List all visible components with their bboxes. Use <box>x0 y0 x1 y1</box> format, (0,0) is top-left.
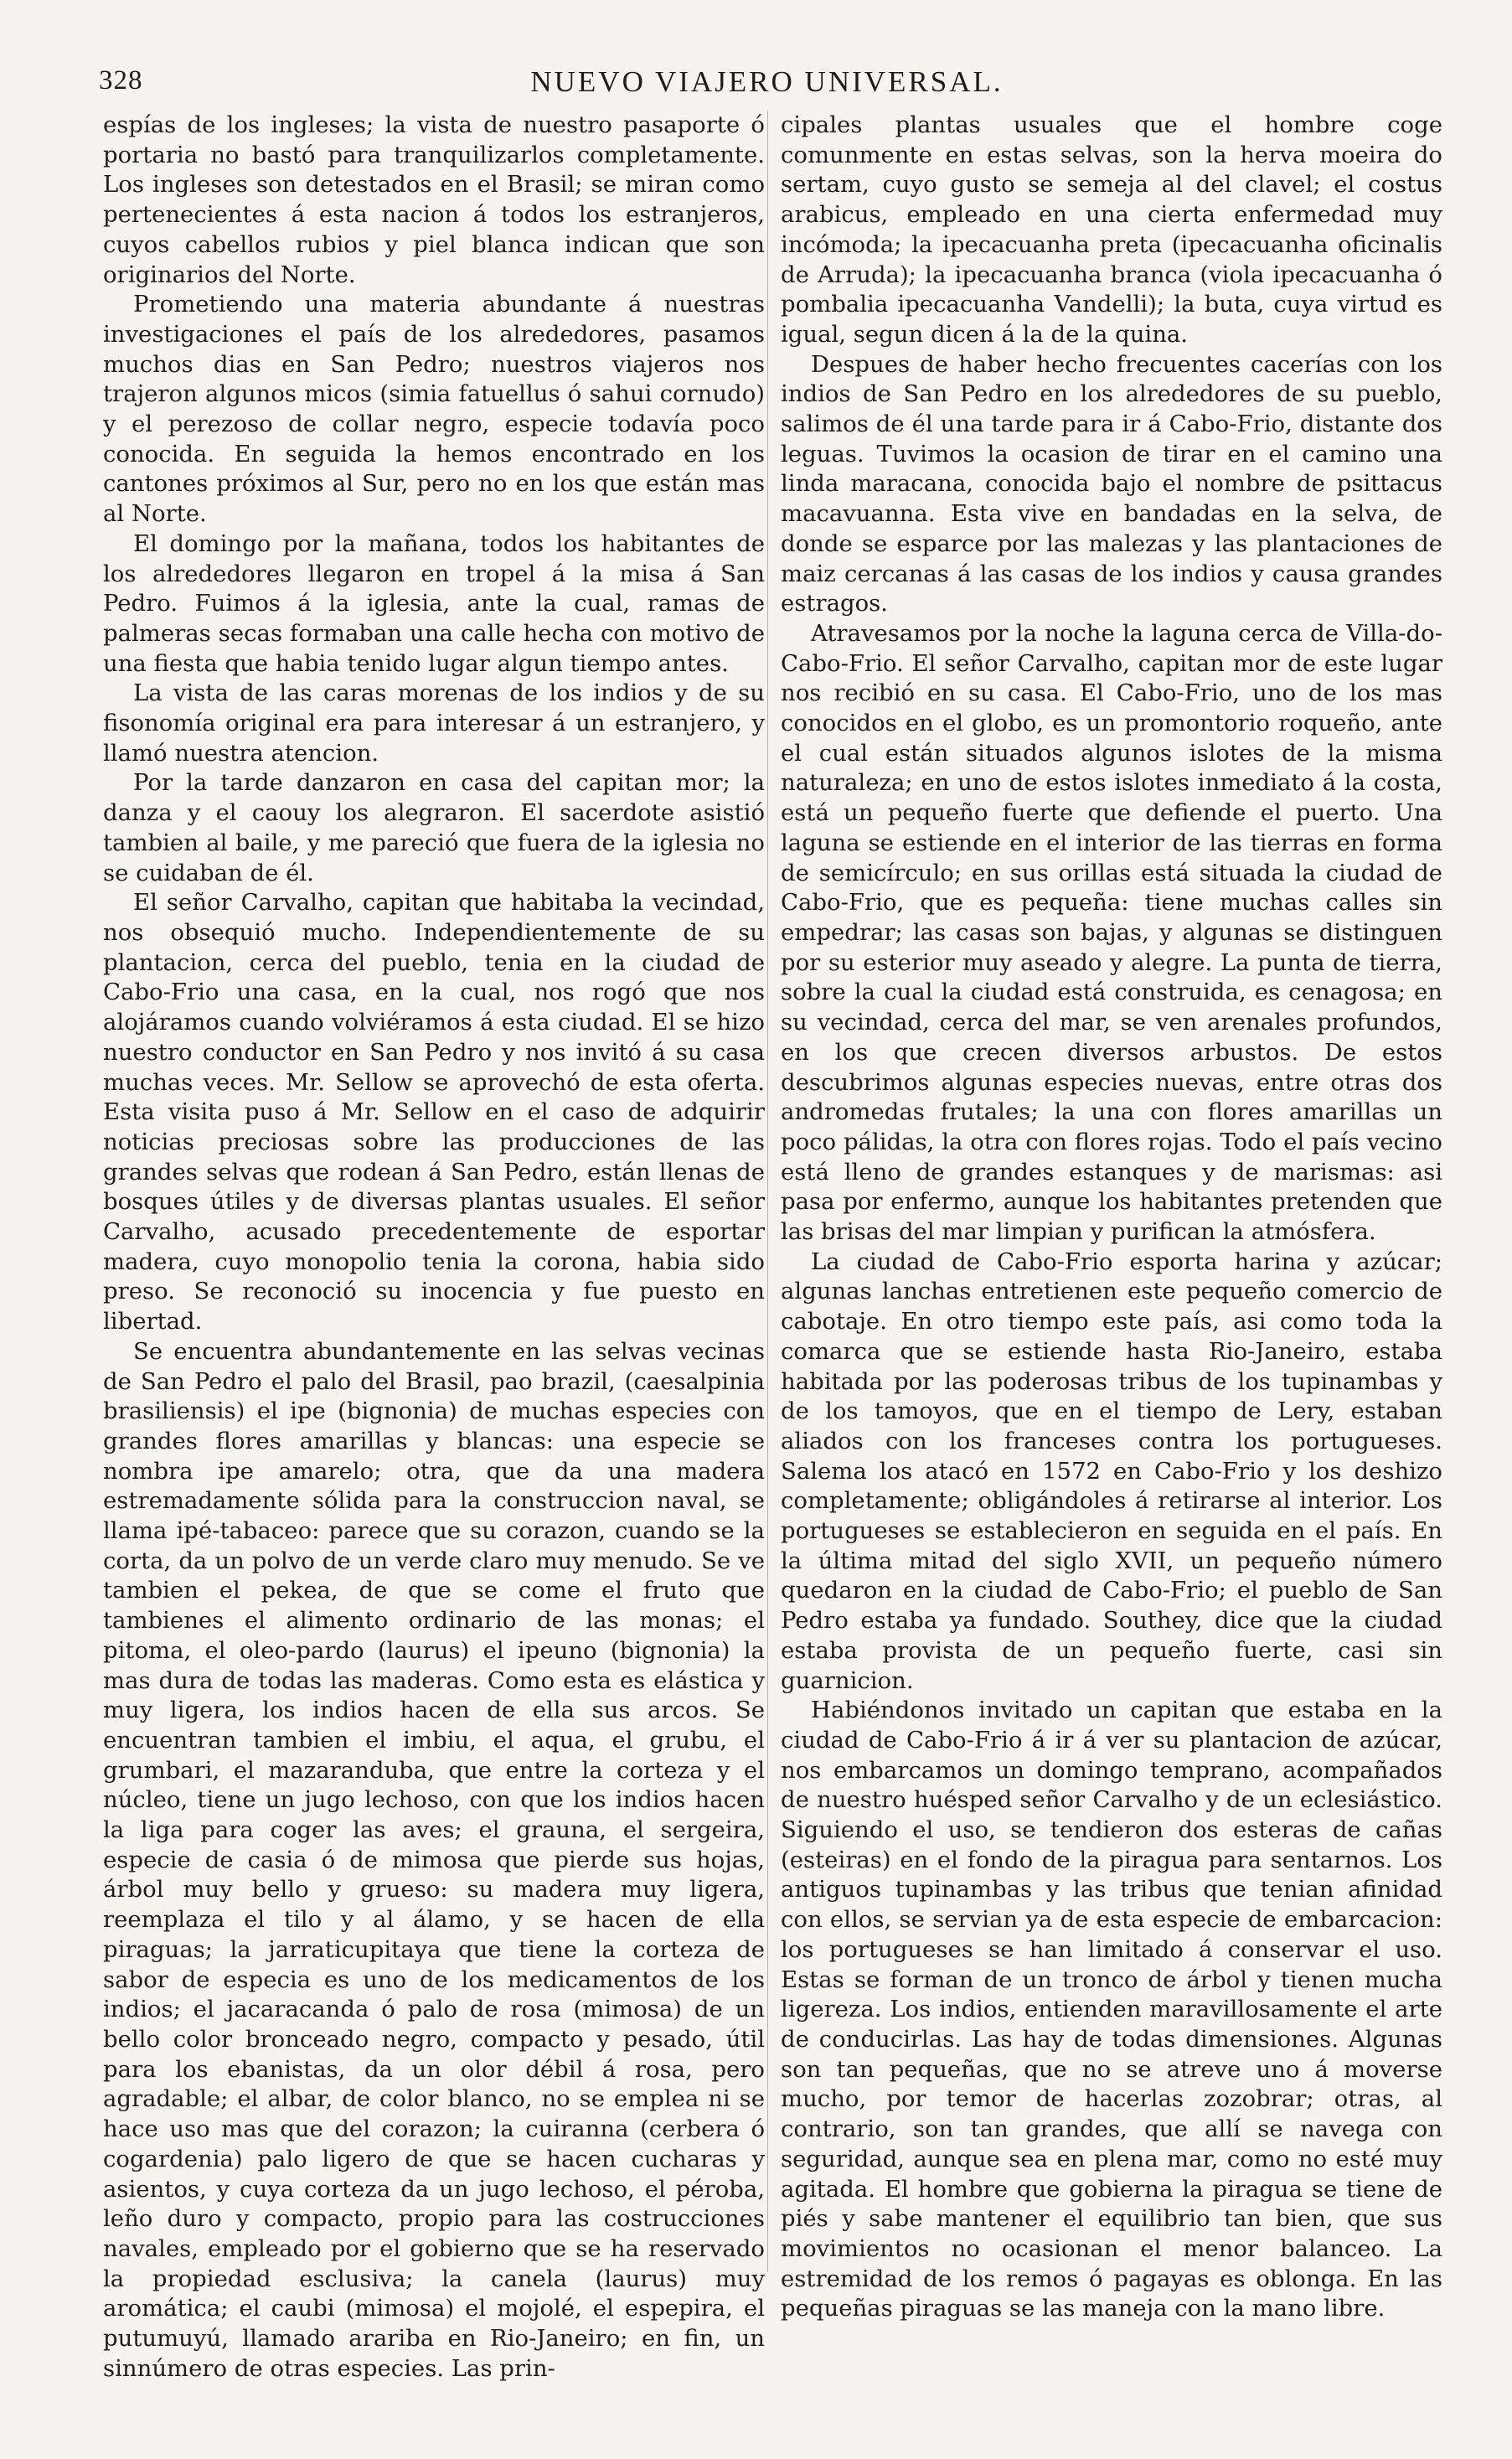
paragraph: Por la tarde danzaron en casa del capitan mor; la danza y el caouy los alegraron. El sacerdote asistió tambien al baile, y me pareció que fuera de la iglesia no se cuidaban de él. <box>103 769 765 886</box>
paragraph: espías de los ingleses; la vista de nuestro pasaporte ó portaria no bastó para tranquilizarlos completamente. Los ingleses son detestados en el Brasil; se miran como pertenecientes á esta nacion á todos los estranjeros, cuyos cabellos rubios y piel blanca indican que son originarios del Norte. <box>103 111 765 288</box>
paragraph: El domingo por la mañana, todos los habitantes de los alrededores llegaron en tropel á la misa á San Pedro. Fuimos á la iglesia, ante la cual, ramas de palmeras secas formaban una calle hecha con motivo de una fiesta que habia tenido lugar algun tiempo antes. <box>103 530 765 677</box>
left-column <box>103 111 765 2431</box>
right-column <box>781 111 1442 2431</box>
paragraph: El señor Carvalho, capitan que habitaba la vecindad, nos obsequió mucho. Independientemente de su plantacion, cerca del pueblo, tenia en la ciudad de Cabo-Frio una casa, en la cual, nos rogó que nos alojáramos cuando volviéramos á esta ciudad. El se hizo nuestro conductor en San Pedro y nos invitó á su casa muchas veces. Mr. Sellow se aprovechó de esta oferta. Esta visita puso á Mr. Sellow en el caso de adquirir noticias preciosas sobre las producciones de las grandes selvas que rodean á San Pedro, están llenas de bosques útiles y de diversas plantas usuales. El señor Carvalho, acusado precedentemente de esportar madera, cuyo monopolio tenia la corona, habia sido preso. Se reconoció su inocencia y fue puesto en libertad. <box>103 889 765 1335</box>
page-header <box>99 65 1435 107</box>
paragraph: cipales plantas usuales que el hombre coge comunmente en estas selvas, son la herva moeira do sertam, cuyo gusto se semeja al del clavel; el costus arabicus, empleado en una cierta enfermedad muy incómoda; la ipecacuanha preta (ipecacuanha oficinalis de Arruda); la ipecacuanha branca (viola ipecacuanha ó pombalia ipecacuanha Vandelli); la buta, cuya virtud es igual, segun dicen á la de la quina. <box>781 111 1442 348</box>
paragraph: Se encuentra abundantemente en las selvas vecinas de San Pedro el palo del Brasil, pao brazil, (caesalpinia brasiliensis) el ipe (bignonia) de muchas especies con grandes flores amarillas y blancas: una especie se nombra ipe amarelo; otra, que da una madera estremadamente sólida para la construccion naval, se llama ipé-tabaceo: parece que su corazon, cuando se la corta, da un polvo de un verde claro muy menudo. Se ve tambien el pekea, de que se come el fruto que tambienes el alimento ordinario de las monas; el pitoma, el oleo-pardo (laurus) el ipeuno (bignonia) la mas dura de todas las maderas. Como esta es elástica y muy ligera, los indios hacen de ella sus arcos. Se encuentran tambien el imbiu, el aqua, el grubu, el grumbari, el mazaranduba, que entre la corteza y el núcleo, tiene un jugo lechoso, con que los indios hacen la liga para coger las aves; el grauna, el sergeira, especie de casia ó de mimosa que pierde sus hojas, árbol muy bello y grueso: su madera muy ligera, reemplaza el tilo y al álamo, y se hacen de ella piraguas; la jarraticupitaya que tiene la corteza de sabor de especia es uno de los medicamentos de los indios; el jacaracanda ó palo de rosa (mimosa) de un bello color bronceado negro, compacto y pesado, útil para los ebanistas, da un olor débil á rosa, pero agradable; el albar, de color blanco, no se emplea ni se hace uso mas que del corazon; la cuiranna (cerbera ó cogardenia) palo ligero de que se hacen cucharas y asientos, y cuya corteza da un jugo lechoso, el péroba, leño duro y compacto, propio para las costrucciones navales, empleado por el gobierno que se ha reservado la propiedad esclusiva; la canela (laurus) muy aromática; el caubi (mimosa) el mojolé, el espepira, el putumuyú, llamado arariba en Rio-Janeiro; en fin, un sinnúmero de otras especies. Las prin- <box>103 1337 765 2382</box>
paragraph: Habiéndonos invitado un capitan que estaba en la ciudad de Cabo-Frio á ir á ver su plantacion de azúcar, nos embarcamos un domingo temprano, acompañados de nuestro huésped señor Carvalho y de un eclesiástico. Siguiendo el uso, se tendieron dos esteras de cañas (esteiras) en el fondo de la piragua para sentarnos. Los antiguos tupinambas y las tribus que tenian afinidad con ellos, se servian ya de esta especie de embarcacion: los portugueses se han limitado á conservar el uso. Estas se forman de un tronco de árbol y tienen mucha ligereza. Los indios, entienden maravillosamente el arte de conducirlas. Las hay de todas dimensiones. Algunas son tan pequeñas, que no se atreve uno á moverse mucho, por temor de hacerlas zozobrar; otras, al contrario, son tan grandes, que allí se navega con seguridad, aunque sea en plena mar, como no esté muy agitada. El hombre que gobierna la piragua se tiene de piés y sabe mantener el equilibrio tan bien, que sus movimientos no ocasionan el menor balanceo. La estremidad de los remos ó pagayas es oblonga. En las pequeñas piraguas se las maneja con la mano libre. <box>781 1697 1442 2322</box>
paragraph: Despues de haber hecho frecuentes cacerías con los indios de San Pedro en los alrededores de su pueblo, salimos de él una tarde para ir á Cabo-Frio, distante dos leguas. Tuvimos la ocasion de tirar en el camino una linda maracana, conocida bajo el nombre de psittacus macavuanna. Esta vive en bandadas en la selva, de donde se esparce por las malezas y las plantaciones de maiz cercanas á las casas de los indios y causa grandes estragos. <box>781 350 1442 617</box>
paragraph: Atravesamos por la noche la laguna cerca de Villa-do-Cabo-Frio. El señor Carvalho, capitan mor de este lugar nos recibió en su casa. El Cabo-Frio, uno de los mas conocidos en el globo, es un promontorio roqueño, ante el cual están situados algunos islotes de la misma naturaleza; en uno de estos islotes inmediato á la costa, está un pequeño fuerte que defiende el puerto. Una laguna se estiende en el interior de las tierras en forma de semicírculo; en sus orillas está situada la ciudad de Cabo-Frio, que es pequeña: tiene muchas calles sin empedrar; las casas son bajas, y algunas se distinguen por su esterior muy aseado y alegre. La punta de tierra, sobre la cual la ciudad está construida, es cenagosa; en su vecindad, cerca del mar, se ven arenales profundos, en los que crecen diversos arbustos. De estos descubrimos algunas especies nuevas, entre otras dos andromedas frutales; la una con flores amarillas un poco pálidas, la otra con flores rojas. Todo el país vecino está lleno de grandes estanques y de marismas: asi pasa por enfermo, aunque los habitantes pretenden que las brisas del mar limpian y purifican la atmósfera. <box>781 619 1442 1246</box>
paragraph: La ciudad de Cabo-Frio esporta harina y azúcar; algunas lanchas entretienen este pequeño comercio de cabotaje. En otro tiempo este país, asi como toda la comarca que se estiende hasta Rio-Janeiro, estaba habitada por las poderosas tribus de los tupinambas y de los tamoyos, que en el tiempo de Lery, estaban aliados con los franceses contra los portugueses. Salema los atacó en 1572 en Cabo-Frio y los deshizo completamente; obligándoles á retirarse al interior. Los portugueses se establecieron en seguida en el país. En la última mitad del siglo XVII, un pequeño número quedaron en la ciudad de Cabo-Frio; el pueblo de San Pedro estaba ya fundado. Southey, dice que la ciudad estaba provista de un pequeño fuerte, casi sin guarnicion. <box>781 1248 1442 1694</box>
paragraph: La vista de las caras morenas de los indios y de su fisonomía original era para interesar á un estranjero, y llamó nuestra atencion. <box>103 679 765 767</box>
column-divider <box>767 111 768 2272</box>
running-title: NUEVO VIAJERO UNIVERSAL. <box>530 65 1004 98</box>
paragraph: Prometiendo una materia abundante á nuestras investigaciones el país de los alrededores, pasamos muchos dias en San Pedro; nuestros viajeros nos trajeron algunos micos (simia fatuellus ó sahui cornudo) y el perezoso de collar negro, especie todavía poco conocida. En seguida la hemos encontrado en los cantones próximos al Sur, pero no en los que están mas al Norte. <box>103 291 765 528</box>
page-number: 328 <box>99 65 143 96</box>
